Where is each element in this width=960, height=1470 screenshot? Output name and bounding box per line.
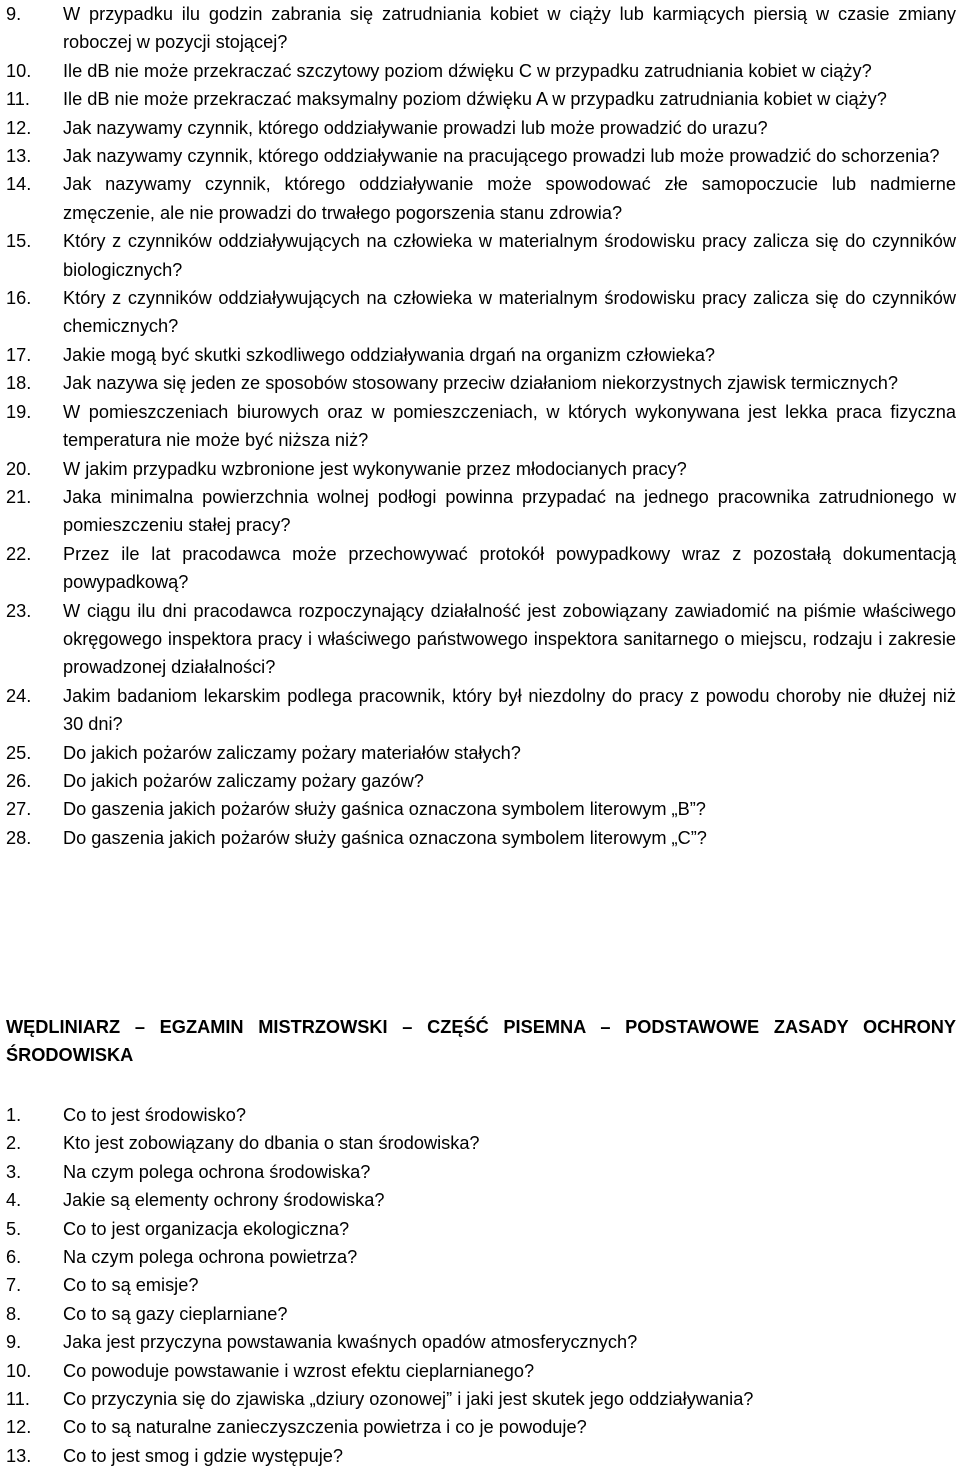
list-item <box>6 369 956 397</box>
item-number: 23. <box>6 600 32 621</box>
item-number: 19. <box>6 401 32 422</box>
item-number: 21. <box>6 486 32 507</box>
list-item <box>6 1101 956 1129</box>
item-number: 20. <box>6 458 32 479</box>
item-number: 16. <box>6 288 32 309</box>
list-item <box>6 767 956 795</box>
list-item <box>6 739 956 767</box>
item-text: Co to jest organizacja ekologiczna? <box>63 1218 350 1239</box>
list-item <box>6 170 956 227</box>
list-item <box>6 540 956 597</box>
list-item <box>6 227 956 284</box>
item-number: 14. <box>6 174 32 195</box>
item-number: 13. <box>6 1445 32 1466</box>
item-number: 4. <box>6 1190 22 1211</box>
item-text: Co to jest środowisko? <box>63 1105 246 1125</box>
item-number: 5. <box>6 1218 22 1239</box>
item-number: 8. <box>6 1303 22 1324</box>
list-item <box>6 455 956 483</box>
list-item <box>6 1357 956 1385</box>
item-number: 11. <box>6 1389 30 1410</box>
item-number: 9. <box>6 4 22 24</box>
item-text: Który z czynników oddziaływujących na człowieka w materialnym środowisku pracy zalicza się do czynników chemicznych? <box>63 288 956 337</box>
list-item <box>6 142 956 170</box>
item-text: W jakim przypadku wzbronione jest wykonywanie przez młodocianych pracy? <box>63 458 687 479</box>
item-text: Na czym polega ochrona środowiska? <box>63 1161 371 1182</box>
item-number: 25. <box>6 742 32 763</box>
list-item <box>6 795 956 823</box>
list-item <box>6 0 956 57</box>
list-item <box>6 1413 956 1441</box>
item-text: Przez ile lat pracodawca może przechowywać protokół powypadkowy wraz z pozostałą dokumentacją powypadkową? <box>63 543 956 593</box>
item-text: Co to są gazy cieplarniane? <box>63 1303 288 1324</box>
item-number: 26. <box>6 770 32 791</box>
item-text: Jakie są elementy ochrony środowiska? <box>63 1190 385 1211</box>
list-item <box>6 1328 956 1356</box>
item-number: 22. <box>6 543 32 564</box>
item-text: Ile dB nie może przekraczać maksymalny poziom dźwięku A w przypadku zatrudniania kobiet w ciąży? <box>63 89 887 110</box>
list-item <box>6 1158 956 1186</box>
list-item <box>6 1243 956 1271</box>
list-item <box>6 1300 956 1328</box>
item-text: Jaka jest przyczyna powstawania kwaśnych opadów atmosferycznych? <box>63 1332 638 1353</box>
item-text: W przypadku ilu godzin zabrania się zatrudniania kobiet w ciąży lub karmiących piersią w czasie zmiany roboczej w pozycji stojącej? <box>63 4 956 53</box>
list-item <box>6 1186 956 1214</box>
section-heading: WĘDLINIARZ – EGZAMIN MISTRZOWSKI – CZĘŚĆ PISEMNA – PODSTAWOWE ZASADY OCHRONY ŚRODOWISKA <box>6 1017 956 1066</box>
item-number: 11. <box>6 89 30 110</box>
item-text: W pomieszczeniach biurowych oraz w pomieszczeniach, w których wykonywana jest lekka praca fizyczna temperatura nie może być niższa niż? <box>63 401 956 451</box>
item-text: Kto jest zobowiązany do dbania o stan środowiska? <box>63 1133 480 1154</box>
list-item <box>6 398 956 455</box>
list-item <box>6 824 956 852</box>
item-number: 28. <box>6 827 32 848</box>
item-text: Jak nazywa się jeden ze sposobów stosowany przeciw działaniom niekorzystnych zjawisk termicznych? <box>63 373 898 394</box>
item-text: Jak nazywamy czynnik, którego oddziaływanie może spowodować złe samopoczucie lub nadmierne zmęczenie, ale nie prowadzi do trwałego pogorszenia stanu zdrowia? <box>63 174 956 223</box>
item-number: 7. <box>6 1275 22 1296</box>
item-text: Co to są naturalne zanieczyszczenia powietrza i co je powoduje? <box>63 1417 587 1438</box>
item-text: Do gaszenia jakich pożarów służy gaśnica oznaczona symbolem literowym „C”? <box>63 827 707 848</box>
item-number: 3. <box>6 1161 22 1182</box>
item-number: 27. <box>6 799 32 820</box>
list-item <box>6 57 956 85</box>
list-item <box>6 85 956 113</box>
item-text: Do jakich pożarów zaliczamy pożary materiałów stałych? <box>63 742 521 763</box>
item-text: Do gaszenia jakich pożarów służy gaśnica oznaczona symbolem literowym „B”? <box>63 799 706 820</box>
item-number: 12. <box>6 1417 32 1438</box>
list-item <box>6 1129 956 1157</box>
item-number: 6. <box>6 1247 22 1268</box>
item-text: Do jakich pożarów zaliczamy pożary gazów? <box>63 770 424 791</box>
item-text: Jakim badaniom lekarskim podlega pracownik, który był niezdolny do pracy z powodu choroby nie dłużej niż 30 dni? <box>63 685 956 735</box>
item-text: Na czym polega ochrona powietrza? <box>63 1247 358 1268</box>
question-list-part1 <box>6 0 956 852</box>
item-text: Który z czynników oddziaływujących na człowieka w materialnym środowisku pracy zalicza się do czynników biologicznych? <box>63 231 956 280</box>
item-text: Co przyczynia się do zjawiska „dziury ozonowej” i jaki jest skutek jego oddziaływania? <box>63 1389 754 1410</box>
item-number: 12. <box>6 117 32 138</box>
list-item <box>6 597 956 682</box>
item-text: Jakie mogą być skutki szkodliwego oddziaływania drgań na organizm człowieka? <box>63 344 716 365</box>
list-item <box>6 284 956 341</box>
list-item <box>6 1385 956 1413</box>
list-item <box>6 682 956 739</box>
list-item <box>6 1442 956 1470</box>
item-text: Co to jest smog i gdzie występuje? <box>63 1445 344 1466</box>
item-number: 13. <box>6 146 32 167</box>
item-text: W ciągu ilu dni pracodawca rozpoczynający działalność jest zobowiązany zawiadomić na piśmie właściwego okręgowego inspektora pracy i właściwego państwowego inspektora sanitarnego o miejscu, rodzaju i zakresie prowadzonej działalności? <box>63 600 956 678</box>
item-number: 10. <box>6 1360 32 1381</box>
question-list-part2 <box>6 1101 956 1470</box>
list-item <box>6 114 956 142</box>
list-item <box>6 1215 956 1243</box>
item-number: 9. <box>6 1332 22 1353</box>
item-text: Co powoduje powstawanie i wzrost efektu cieplarnianego? <box>63 1360 535 1381</box>
item-number: 15. <box>6 231 32 252</box>
item-number: 17. <box>6 344 32 365</box>
item-number: 2. <box>6 1133 22 1154</box>
item-text: Co to są emisje? <box>63 1275 199 1296</box>
list-item <box>6 1271 956 1299</box>
item-number: 1. <box>6 1105 22 1125</box>
item-number: 10. <box>6 60 32 81</box>
item-number: 18. <box>6 373 32 394</box>
item-text: Jak nazywamy czynnik, którego oddziaływanie prowadzi lub może prowadzić do urazu? <box>63 117 768 138</box>
item-text: Ile dB nie może przekraczać szczytowy poziom dźwięku C w przypadku zatrudniania kobiet w ciąży? <box>63 60 872 81</box>
item-number: 24. <box>6 685 32 706</box>
item-text: Jak nazywamy czynnik, którego oddziaływanie na pracującego prowadzi lub może prowadzić do schorzenia? <box>63 146 940 167</box>
list-item <box>6 341 956 369</box>
item-text: Jaka minimalna powierzchnia wolnej podłogi powinna przypadać na jednego pracownika zatrudnionego w pomieszczeniu stałej pracy? <box>63 486 956 536</box>
list-item <box>6 483 956 540</box>
